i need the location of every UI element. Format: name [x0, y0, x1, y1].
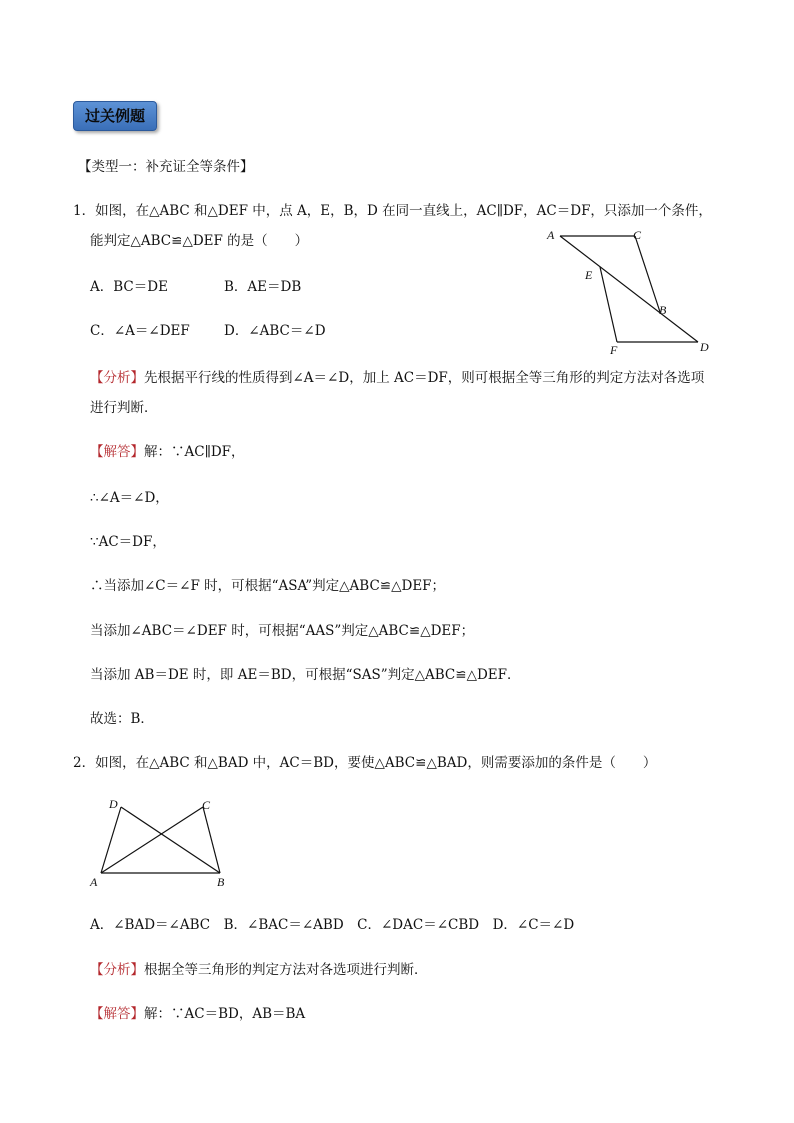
q1-stem-line2: 能判定△ABC≌△DEF 的是（ ）: [90, 233, 309, 249]
q1-stem-line1: 1．如图，在△ABC 和△DEF 中，点 A，E，B，D 在同一直线上，AC∥DF，AC＝DF，只添加一个条件，: [73, 203, 712, 219]
q1-option-c: C．∠A＝∠DEF: [90, 323, 190, 339]
q2-answer-text: 解：∵AC＝BD，AB＝BA: [144, 1006, 306, 1022]
q1-analysis-tag: 【分析】: [90, 370, 144, 386]
q2-analysis-text: 根据全等三角形的判定方法对各选项进行判断．: [144, 962, 428, 978]
q2-label-d: D: [109, 797, 118, 811]
q2-label-b: B: [217, 875, 225, 889]
q1-final: 故选：B．: [90, 711, 154, 727]
q1-label-a: A: [547, 228, 555, 242]
q2-figure: [85, 795, 245, 893]
q1-answer-line1: [90, 443, 245, 461]
q1-option-a: A．BC＝DE: [90, 279, 168, 295]
q2-analysis: [90, 961, 428, 979]
segment-ac: [101, 807, 203, 873]
type-heading: 【类型一：补充证全等条件】: [78, 159, 254, 175]
q2-options: A．∠BAD＝∠ABC B．∠BAC＝∠ABD C．∠DAC＝∠CBD D．∠C＝∠D: [90, 917, 575, 933]
q1-label-d: D: [700, 340, 709, 354]
q1-figure: [540, 222, 720, 362]
segment-cb: [635, 236, 660, 312]
q1-label-e: E: [585, 268, 593, 282]
q1-label-f: F: [610, 343, 618, 357]
q2-stem: 2．如图，在△ABC 和△BAD 中，AC＝BD，要使△ABC≌△BAD，则需要添加的条件是（ ）: [73, 755, 657, 771]
q1-label-b: B: [659, 303, 667, 317]
q1-answer-tag: 【解答】: [90, 444, 144, 460]
q2-answer: [90, 1005, 305, 1023]
q1-step2: ∴∠A＝∠D，: [90, 490, 169, 506]
q1-option-d: D．∠ABC＝∠D: [224, 323, 326, 339]
q2-analysis-tag: 【分析】: [90, 962, 144, 978]
q1-step6: 当添加 AB＝DE 时，即 AE＝BD，可根据“SAS”判定△ABC≌△DEF．: [90, 667, 521, 683]
segment-ad: [101, 807, 121, 873]
q1-analysis-line2: 进行判断．: [90, 400, 158, 416]
q2-answer-tag: 【解答】: [90, 1006, 144, 1022]
q2-label-c: C: [202, 798, 211, 812]
q1-step4: ∴当添加∠C＝∠F 时，可根据“ASA”判定△ABC≌△DEF；: [90, 578, 446, 594]
q1-analysis-text: 先根据平行线的性质得到∠A＝∠D，加上 AC＝DF，则可根据全等三角形的判定方法对各选项: [144, 370, 705, 386]
q1-option-b: B．AE＝DB: [224, 279, 302, 295]
q1-step5: 当添加∠ABC＝∠DEF 时，可根据“AAS”判定△ABC≌△DEF；: [90, 623, 475, 639]
section-badge: 过关例题: [73, 101, 157, 131]
q2-label-a: A: [90, 875, 98, 889]
q1-step3: ∵AC＝DF，: [90, 534, 166, 550]
q1-analysis-line1: [90, 369, 704, 387]
q1-answer-text: 解：∵AC∥DF，: [144, 444, 245, 460]
q1-label-c: C: [633, 228, 642, 242]
segment-ad: [560, 236, 698, 342]
